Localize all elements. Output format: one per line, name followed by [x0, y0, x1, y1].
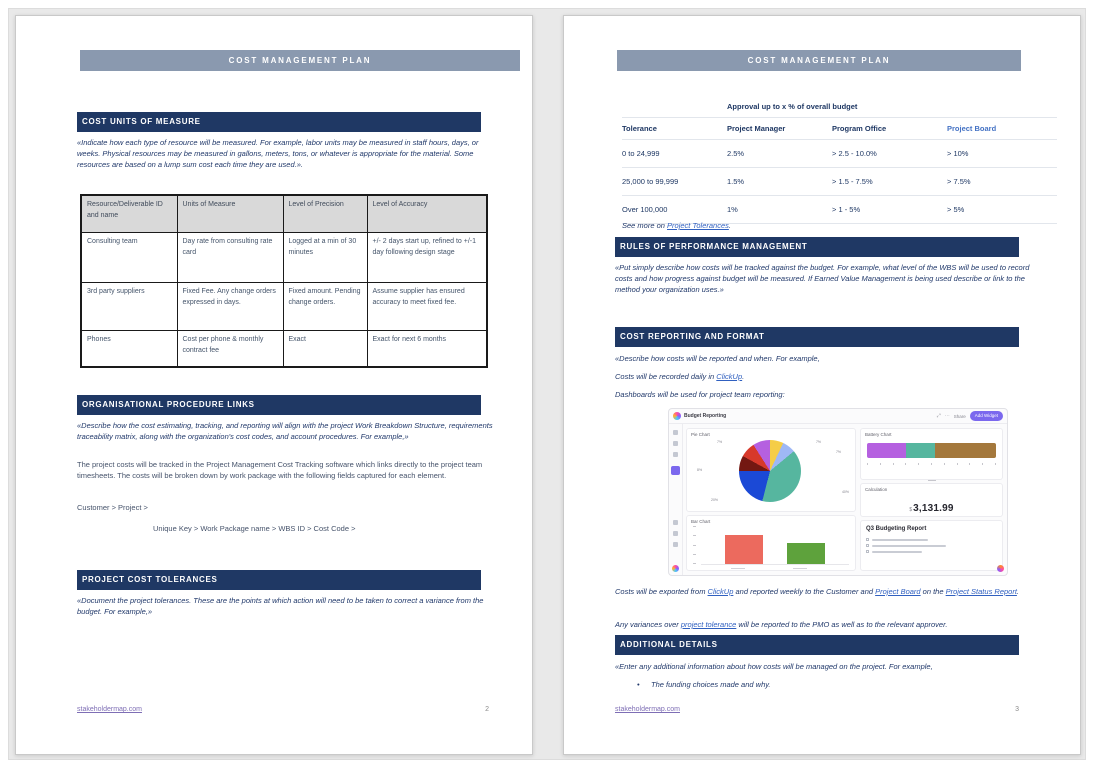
sidebar-dashboards-icon — [671, 466, 680, 475]
units-table-row — [81, 283, 487, 331]
pie-slice-label: 7% — [717, 440, 723, 444]
battery-segment — [906, 443, 936, 458]
section-heading-rules: RULES OF PERFORMANCE MANAGEMENT — [615, 237, 1019, 257]
clickup-link[interactable]: ClickUp — [716, 372, 743, 381]
pie-slice-label: 40% — [841, 490, 849, 494]
calculation-value — [861, 498, 1002, 516]
bar-x-label — [731, 568, 745, 570]
units-table-header: Level of Precision — [283, 195, 367, 233]
axis-tick — [944, 463, 945, 465]
export-text-1: Costs will be exported from — [615, 587, 708, 596]
org-links-line2: Unique Key > Work Package name > WBS ID > Cost Code > — [153, 524, 356, 533]
sidebar-icon — [673, 542, 678, 547]
tolerance-table-header: Project Manager — [727, 117, 832, 140]
section-heading-org-links: ORGANISATIONAL PROCEDURE LINKS — [77, 395, 481, 415]
battery-widget-title: Battery Chart — [865, 432, 892, 437]
recorded-text: Costs will be recorded daily in — [615, 372, 717, 381]
axis-tick — [931, 463, 932, 465]
page-2 — [15, 15, 533, 755]
cost-units-intro: «Indicate how each type of resource will be measured. For example, labor units may be measured in staff hours, days, or weeks. Physical resources may be measured in gallons, meters, tons, or whatever is appropriate for the material. Some resources are based on a lump sum cost each time they are used.». — [77, 138, 479, 169]
units-table-header: Resource/Deliverable ID and name — [81, 195, 177, 233]
units-of-measure-table — [80, 194, 488, 368]
variance-text-2: will be reported to the PMO as well as to the relevant approver. — [736, 620, 948, 629]
project-tolerance-link[interactable]: project tolerance — [680, 620, 737, 629]
cost-reporting-intro: «Describe how costs will be reported and when. For example, — [615, 354, 820, 363]
dashboards-line: Dashboards will be used for project team reporting: — [615, 390, 785, 399]
tolerance-table-cell: 0 to 24,999 — [622, 140, 727, 168]
project-status-report-link[interactable]: Project Status Report — [945, 587, 1017, 596]
axis-tick — [995, 463, 996, 465]
units-table-row — [81, 233, 487, 283]
sidebar-icon — [673, 430, 678, 435]
org-links-intro: «Describe how the cost estimating, tracking, and reporting will align with the project Work Breakdown Structure, requirements traceability matrix, along with the organization's cost codes, and account procedures. For example,» — [77, 421, 493, 441]
stakeholdermap-link[interactable]: stakeholdermap.com — [615, 706, 680, 713]
pie-slice-label: 20% — [711, 498, 719, 502]
bar-chart-y-axis — [693, 526, 699, 564]
share-label: Share — [953, 413, 966, 419]
units-table-cell: Day rate from consulting rate card — [177, 233, 283, 283]
report-checklist-item — [866, 550, 997, 553]
recorded-line — [615, 371, 1039, 382]
tolerance-table-cell: > 1 - 5% — [832, 196, 947, 224]
report-checklist-item — [866, 538, 997, 541]
axis-tick — [693, 526, 696, 527]
variance-text-1: Any variances over — [615, 620, 681, 629]
units-table-cell: Cost per phone & monthly contract fee — [177, 331, 283, 367]
currency-symbol: $ — [909, 507, 913, 513]
section-heading-cost-reporting: COST REPORTING AND FORMAT — [615, 327, 1019, 347]
additional-bullet — [615, 679, 1039, 690]
units-table-cell: Fixed Fee. Any change orders expressed in days. — [177, 283, 283, 331]
add-widget-button: Add Widget — [970, 411, 1003, 421]
units-table-cell: Assume supplier has ensured accuracy to meet fixed fee. — [367, 283, 487, 331]
cost-tolerances-intro: «Document the project tolerances. These are the points at which action will need to be taken to correct a variance from the budget. For example,» — [77, 596, 484, 616]
axis-tick — [693, 545, 696, 546]
export-text-3: on the — [920, 587, 946, 596]
battery-segment — [867, 443, 906, 458]
bar-chart-plot — [701, 526, 849, 565]
calculation-amount: 3,131.99 — [913, 503, 954, 514]
axis-tick — [693, 535, 696, 536]
axis-tick — [867, 463, 868, 465]
project-board-header-link[interactable]: Project Board — [947, 117, 1057, 140]
tolerance-table-cell: > 5% — [947, 196, 1057, 224]
clickup-link[interactable]: ClickUp — [707, 587, 734, 596]
axis-tick — [693, 563, 696, 564]
sidebar-icon — [673, 531, 678, 536]
text-report-widget — [860, 520, 1003, 571]
section-heading-cost-units: COST UNITS OF MEASURE — [77, 112, 481, 132]
bullet-icon: • — [637, 680, 640, 689]
units-table-header: Level of Accuracy — [367, 195, 487, 233]
viewer-background — [8, 8, 1086, 760]
tolerance-table-header: Tolerance — [622, 117, 727, 140]
tolerance-table-cell: 25,000 to 99,999 — [622, 168, 727, 196]
see-more-line — [622, 220, 1042, 231]
pie-slice-label: 7% — [835, 450, 841, 454]
recorded-period: . — [742, 372, 745, 381]
units-table-cell: Consulting team — [81, 233, 177, 283]
page-number: 3 — [1015, 706, 1019, 713]
clickup-logo-icon — [673, 412, 681, 420]
bar — [725, 535, 763, 564]
help-button-icon — [997, 565, 1004, 572]
page-footer — [77, 706, 489, 713]
org-links-body: The project costs will be tracked in the Project Management Cost Tracking software which links directly to the project team timesheets. The costs will be broken down by work package with the following fields captured for each element. — [77, 460, 483, 480]
tolerance-table-cell: > 2.5 - 10.0% — [832, 140, 947, 168]
dashboard-title: Budget Reporting — [684, 413, 727, 419]
see-more-period: . — [728, 221, 731, 230]
units-table-row — [81, 331, 487, 367]
units-table-cell: 3rd party suppliers — [81, 283, 177, 331]
axis-tick — [957, 463, 958, 465]
bar-widget-title: Bar Chart — [691, 519, 711, 524]
units-table-cell: Exact — [283, 331, 367, 367]
document-title-banner: COST MANAGEMENT PLAN — [617, 50, 1021, 71]
tolerance-table-cell: 2.5% — [727, 140, 832, 168]
tolerance-table-cell: > 1.5 - 7.5% — [832, 168, 947, 196]
additional-intro: «Enter any additional information about how costs will be managed on the project. For example, — [615, 662, 933, 671]
pie-slice-label: 7% — [815, 440, 821, 444]
pie-chart — [687, 438, 855, 508]
org-links-line1: Customer > Project > — [77, 503, 148, 512]
dashboard-sidebar — [669, 424, 683, 575]
page-footer — [615, 706, 1019, 713]
sidebar-icon — [673, 452, 678, 457]
units-table-cell: Fixed amount. Pending change orders. — [283, 283, 367, 331]
tolerance-table-cell: > 10% — [947, 140, 1057, 168]
battery-bar — [867, 443, 996, 458]
axis-tick — [982, 463, 983, 465]
project-board-link[interactable]: Project Board — [875, 587, 921, 596]
pie-graphic — [739, 440, 801, 502]
axis-tick — [893, 463, 894, 465]
export-line — [615, 586, 1039, 597]
export-text-4: . — [1016, 587, 1020, 596]
bar-x-label — [793, 568, 807, 570]
stakeholdermap-link[interactable]: stakeholdermap.com — [77, 706, 142, 713]
pie-chart-widget — [686, 428, 856, 512]
page-3 — [563, 15, 1081, 755]
bullet-text: The funding choices made and why. — [651, 680, 771, 689]
bar-chart-widget — [686, 515, 856, 571]
units-table-header: Units of Measure — [177, 195, 283, 233]
bar — [787, 543, 825, 564]
report-checklist-item — [866, 544, 997, 547]
calculation-widget — [860, 483, 1003, 517]
section-heading-cost-tolerances: PROJECT COST TOLERANCES — [77, 570, 481, 590]
battery-chart-widget — [860, 428, 1003, 480]
section-heading-additional: ADDITIONAL DETAILS — [615, 635, 1019, 655]
dashboard-topbar — [669, 409, 1007, 424]
report-title: Q3 Budgeting Report — [866, 526, 927, 532]
clickup-avatar-icon — [672, 565, 679, 572]
tolerance-table-cell: Over 100,000 — [622, 196, 727, 224]
calculation-widget-title: Calculation — [865, 487, 888, 492]
units-table-cell: Phones — [81, 331, 177, 367]
units-table-cell: +/- 2 days start up, refined to +/-1 day following design stage — [367, 233, 487, 283]
fullscreen-icon: ⤢ — [936, 413, 941, 419]
rules-intro: «Put simply describe how costs will be tracked against the budget. For example, what level of the WBS will be used to record costs and how progress against budget will be measured. If Earned Value Management is being used describe or link to the method your organization uses.» — [615, 263, 1030, 294]
axis-tick — [918, 463, 919, 465]
axis-tick — [905, 463, 906, 465]
battery-segment — [935, 443, 996, 458]
approval-span-header: Approval up to x % of overall budget — [727, 102, 858, 111]
battery-axis — [867, 463, 996, 467]
pie-widget-title: Pie Chart — [691, 432, 710, 437]
document-title-banner: COST MANAGEMENT PLAN — [80, 50, 520, 71]
pie-slice-label: 8% — [697, 468, 703, 472]
dashboard-screenshot — [668, 408, 1008, 576]
units-table-cell: Exact for next 6 months — [367, 331, 487, 367]
tolerance-table-cell: > 7.5% — [947, 168, 1057, 196]
project-tolerances-link[interactable]: Project Tolerances — [667, 221, 729, 230]
tolerance-table-cell: 1% — [727, 196, 832, 224]
see-more-text: See more on — [622, 221, 668, 230]
axis-tick — [880, 463, 881, 465]
more-icon: ⋯ — [944, 413, 950, 419]
tolerance-table-cell: 1.5% — [727, 168, 832, 196]
sidebar-icon — [673, 520, 678, 525]
page-number: 2 — [485, 706, 489, 713]
axis-tick — [969, 463, 970, 465]
axis-tick — [693, 554, 696, 555]
sidebar-icon — [673, 441, 678, 446]
units-table-cell: Logged at a min of 30 minutes — [283, 233, 367, 283]
variance-line — [615, 619, 1039, 630]
export-text-2: and reported weekly to the Customer and — [733, 587, 876, 596]
tolerance-table-header: Program Office — [832, 117, 947, 140]
approval-tolerance-table — [622, 102, 1057, 224]
